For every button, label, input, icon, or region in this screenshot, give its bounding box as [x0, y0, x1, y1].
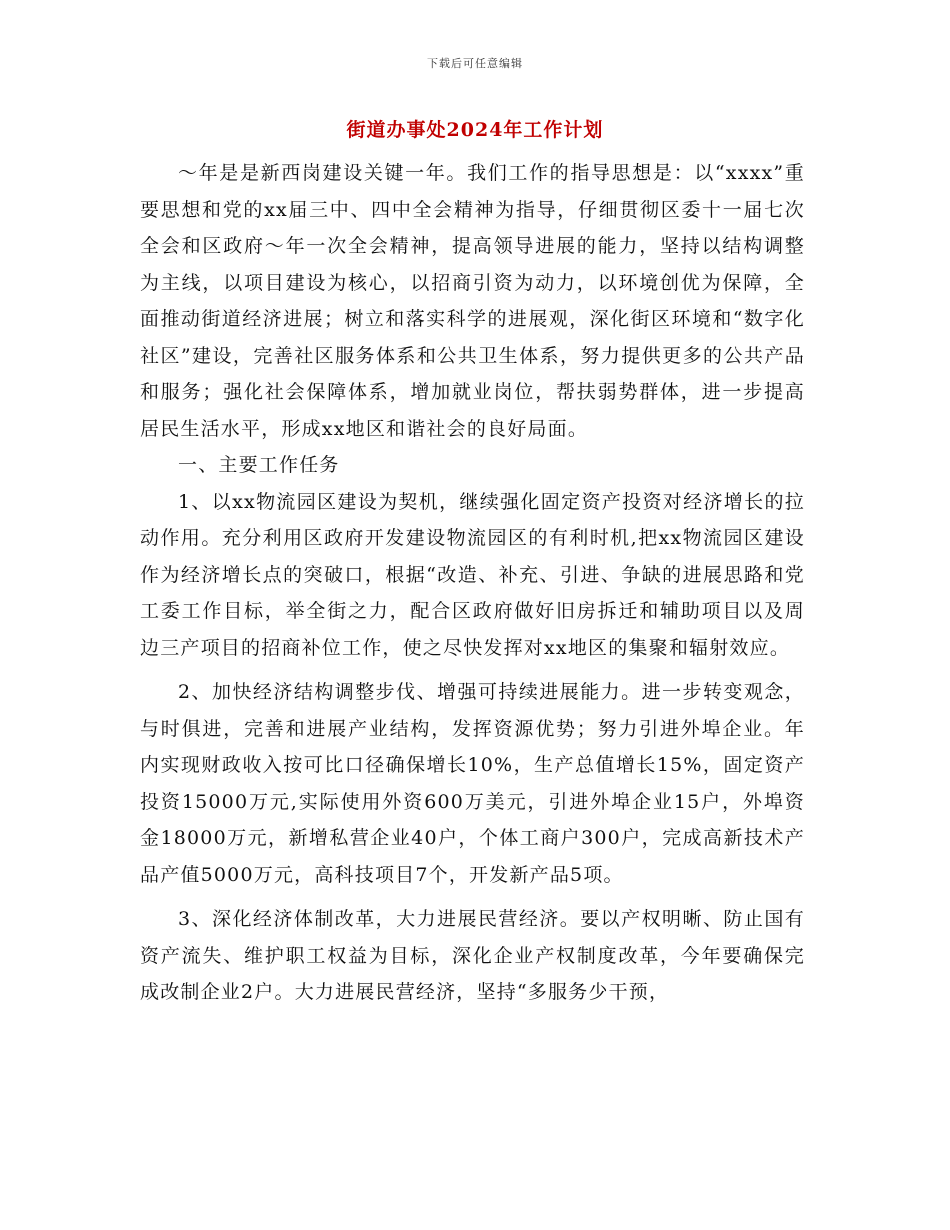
paragraph-item-2: 2、加快经济结构调整步伐、增强可持续进展能力。进一步转变观念，与时俱进，完善和进展产业结构，发挥资源优势；努力引进外埠企业。年内实现财政收入按可比口径确保增长10%，生产总值增长15%，固定资产投资15000万元,实际使用外资600万美元，引进外埠企业15户，外埠资金18000万元，新增私营企业40户，个体工商户300户，完成高新技术产品产值5000万元，高科技项目7个，开发新产品5项。 [140, 681, 805, 886]
document-title: 街道办事处2024年工作计划 [346, 119, 604, 141]
paragraph-item-3: 3、深化经济体制改革，大力进展民营经济。要以产权明晰、防止国有资产流失、维护职工权益为目标，深化企业产权制度改革，今年要确保完成改制企业2户。大力进展民营经济，坚持“多服务少干预， [140, 908, 805, 1003]
header-note: 下载后可任意编辑 [427, 57, 523, 70]
paragraph-item-1: 1、以xx物流园区建设为契机，继续强化固定资产投资对经济增长的拉动作用。充分利用区政府开发建设物流园区的有利时机,把xx物流园区建设作为经济增长点的突破口，根据“改造、补充、引进、争缺的进展思路和党工委工作目标，举全街之力，配合区政府做好旧房拆迁和辅助项目以及周边三产项目的招商补位工作，使之尽快发挥对xx地区的集聚和辐射效应。 [140, 490, 805, 659]
paragraph-intro: ～年是是新西岗建设关键一年。我们工作的指导思想是：以“xxxx”重要思想和党的xx届三中、四中全会精神为指导，仔细贯彻区委十一届七次全会和区政府～年一次全会精神，提高领导进展的能力，坚持以结构调整为主线，以项目建设为核心，以招商引资为动力，以环境创优为保障，全面推动街道经济进展；树立和落实科学的进展观，深化街区环境和“数字化社区”建设，完善社区服务体系和公共卫生体系，努力提供更多的公共产品和服务；强化社会保障体系，增加就业岗位，帮扶弱势群体，进一步提高居民生活水平，形成xx地区和谐社会的良好局面。 [140, 162, 805, 440]
section-heading: 一、主要工作任务 [178, 454, 340, 476]
document-body [140, 155, 805, 1011]
